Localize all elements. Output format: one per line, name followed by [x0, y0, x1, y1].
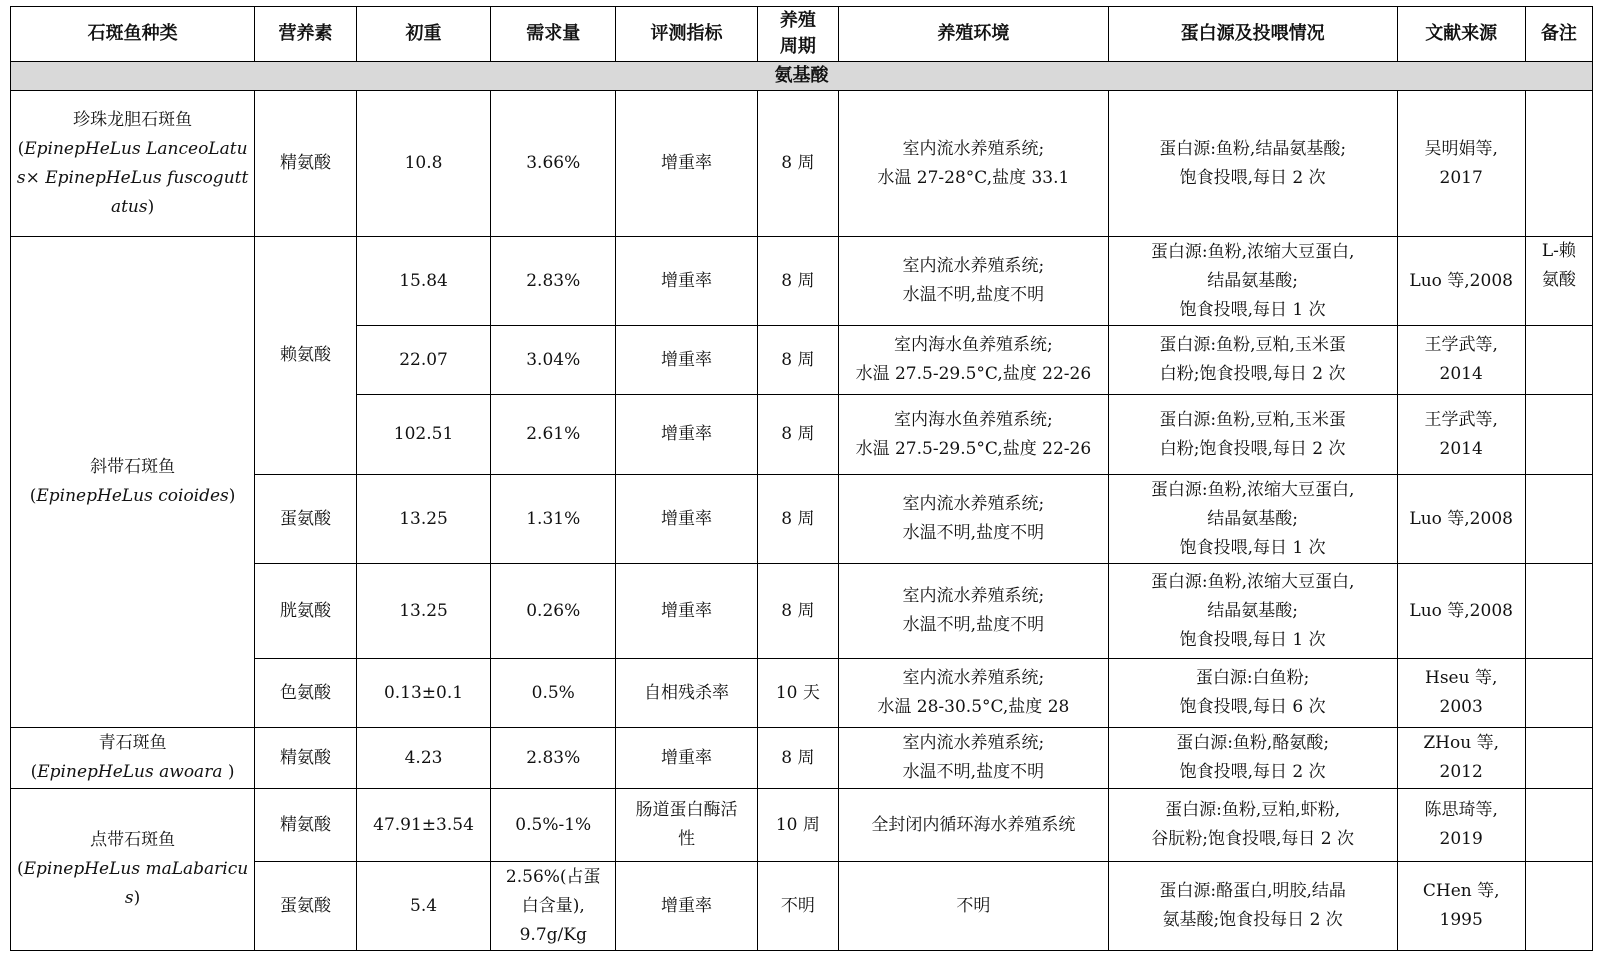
requirement-cell: 2.56%(占蛋 白含量), 9.7g/Kg	[491, 862, 616, 951]
header-note: 备注	[1525, 7, 1592, 62]
reference-cell: Luo 等,2008	[1397, 475, 1525, 564]
period-cell: 8 周	[757, 326, 838, 395]
species-latin: EpinepHeLus LanceoLatus× EpinepHeLus fuscoguttatus	[16, 138, 249, 217]
reference-cell: Hseu 等, 2003	[1397, 659, 1525, 728]
weight-cell: 13.25	[356, 475, 490, 564]
species-latin: EpinepHeLus maLabaricus	[23, 859, 249, 908]
reference-cell: 陈思琦等, 2019	[1397, 789, 1525, 862]
index-cell: 增重率	[616, 728, 757, 789]
weight-cell: 15.84	[356, 237, 490, 326]
table-row	[11, 91, 1593, 237]
note-cell	[1525, 475, 1592, 564]
reference-cell: ZHou 等, 2012	[1397, 728, 1525, 789]
protein-cell: 蛋白源:鱼粉,豆粕,玉米蛋 白粉;饱食投喂,每日 2 次	[1108, 395, 1397, 475]
nutrient-cell: 精氨酸	[255, 91, 357, 237]
species-cn: 斜带石斑鱼	[90, 457, 176, 477]
period-cell: 10 周	[757, 789, 838, 862]
reference-cell: 王学武等, 2014	[1397, 326, 1525, 395]
protein-cell: 蛋白源:鱼粉,浓缩大豆蛋白, 结晶氨基酸; 饱食投喂,每日 1 次	[1108, 237, 1397, 326]
note-cell	[1525, 728, 1592, 789]
species-latin: EpinepHeLus coioides	[36, 486, 229, 506]
protein-cell: 蛋白源:鱼粉,豆粕,玉米蛋 白粉;饱食投喂,每日 2 次	[1108, 326, 1397, 395]
requirement-cell: 1.31%	[491, 475, 616, 564]
species-cn: 青石斑鱼	[98, 733, 167, 753]
requirement-cell: 3.04%	[491, 326, 616, 395]
note-cell	[1525, 564, 1592, 659]
protein-cell: 蛋白源:鱼粉,浓缩大豆蛋白, 结晶氨基酸; 饱食投喂,每日 1 次	[1108, 564, 1397, 659]
species-cell: 点带石斑鱼 (EpinepHeLus maLabaricus)	[11, 789, 255, 951]
requirement-cell: 2.61%	[491, 395, 616, 475]
nutrient-cell: 蛋氨酸	[255, 475, 357, 564]
table-row	[11, 237, 1593, 326]
note-cell	[1525, 91, 1592, 237]
index-cell: 增重率	[616, 237, 757, 326]
header-row	[11, 7, 1593, 62]
grouper-amino-acid-table	[10, 6, 1593, 951]
index-cell: 增重率	[616, 91, 757, 237]
note-cell	[1525, 862, 1592, 951]
document-page	[10, 6, 1593, 951]
header-requirement: 需求量	[491, 7, 616, 62]
period-cell: 8 周	[757, 395, 838, 475]
period-cell: 不明	[757, 862, 838, 951]
index-cell: 增重率	[616, 862, 757, 951]
period-cell: 8 周	[757, 237, 838, 326]
environment-cell: 全封闭内循环海水养殖系统	[839, 789, 1109, 862]
requirement-cell: 0.5%-1%	[491, 789, 616, 862]
weight-cell: 10.8	[356, 91, 490, 237]
nutrient-cell: 精氨酸	[255, 728, 357, 789]
species-cell: 斜带石斑鱼 (EpinepHeLus coioides)	[11, 237, 255, 728]
index-cell: 增重率	[616, 326, 757, 395]
requirement-cell: 3.66%	[491, 91, 616, 237]
environment-cell: 室内海水鱼养殖系统; 水温 27.5-29.5°C,盐度 22-26	[839, 326, 1109, 395]
environment-cell: 室内流水养殖系统; 水温不明,盐度不明	[839, 728, 1109, 789]
note-cell	[1525, 326, 1592, 395]
environment-cell: 室内流水养殖系统; 水温不明,盐度不明	[839, 564, 1109, 659]
header-nutrient: 营养素	[255, 7, 357, 62]
environment-cell: 室内流水养殖系统; 水温 28-30.5°C,盐度 28	[839, 659, 1109, 728]
nutrient-cell: 蛋氨酸	[255, 862, 357, 951]
header-evaluation-index: 评测指标	[616, 7, 757, 62]
species-cell: 珍珠龙胆石斑鱼 (EpinepHeLus LanceoLatus× EpinepHeLus fuscoguttatus)	[11, 91, 255, 237]
species-cell: 青石斑鱼 (EpinepHeLus awoara )	[11, 728, 255, 789]
environment-cell: 室内海水鱼养殖系统; 水温 27.5-29.5°C,盐度 22-26	[839, 395, 1109, 475]
weight-cell: 47.91±3.54	[356, 789, 490, 862]
environment-cell: 室内流水养殖系统; 水温不明,盐度不明	[839, 475, 1109, 564]
weight-cell: 22.07	[356, 326, 490, 395]
reference-cell: Luo 等,2008	[1397, 564, 1525, 659]
weight-cell: 4.23	[356, 728, 490, 789]
header-culture-environment: 养殖环境	[839, 7, 1109, 62]
index-cell: 增重率	[616, 395, 757, 475]
period-cell: 8 周	[757, 91, 838, 237]
nutrient-cell: 赖氨酸	[255, 237, 357, 475]
index-cell: 自相残杀率	[616, 659, 757, 728]
note-cell	[1525, 659, 1592, 728]
note-cell	[1525, 789, 1592, 862]
reference-cell: Luo 等,2008	[1397, 237, 1525, 326]
period-cell: 8 周	[757, 475, 838, 564]
header-protein-feeding: 蛋白源及投喂情况	[1108, 7, 1397, 62]
header-culture-period: 养殖 周期	[757, 7, 838, 62]
table-row	[11, 728, 1593, 789]
environment-cell: 不明	[839, 862, 1109, 951]
weight-cell: 13.25	[356, 564, 490, 659]
index-cell: 肠道蛋白酶活 性	[616, 789, 757, 862]
protein-cell: 蛋白源:鱼粉,豆粕,虾粉, 谷朊粉;饱食投喂,每日 2 次	[1108, 789, 1397, 862]
protein-cell: 蛋白源:鱼粉,酪氨酸; 饱食投喂,每日 2 次	[1108, 728, 1397, 789]
reference-cell: 王学武等, 2014	[1397, 395, 1525, 475]
header-species: 石斑鱼种类	[11, 7, 255, 62]
period-cell: 10 天	[757, 659, 838, 728]
index-cell: 增重率	[616, 475, 757, 564]
nutrient-cell: 色氨酸	[255, 659, 357, 728]
environment-cell: 室内流水养殖系统; 水温不明,盐度不明	[839, 237, 1109, 326]
protein-cell: 蛋白源:鱼粉,结晶氨基酸; 饱食投喂,每日 2 次	[1108, 91, 1397, 237]
requirement-cell: 2.83%	[491, 237, 616, 326]
requirement-cell: 0.26%	[491, 564, 616, 659]
period-cell: 8 周	[757, 564, 838, 659]
header-reference: 文献来源	[1397, 7, 1525, 62]
species-latin: EpinepHeLus awoara	[37, 762, 223, 782]
weight-cell: 0.13±0.1	[356, 659, 490, 728]
note-cell: L-赖 氨酸	[1525, 237, 1592, 326]
nutrient-cell: 胱氨酸	[255, 564, 357, 659]
species-cn: 点带石斑鱼	[90, 830, 176, 850]
table-row	[11, 789, 1593, 862]
reference-cell: 吴明娟等, 2017	[1397, 91, 1525, 237]
requirement-cell: 0.5%	[491, 659, 616, 728]
species-cn: 珍珠龙胆石斑鱼	[73, 109, 193, 130]
environment-cell: 室内流水养殖系统; 水温 27-28°C,盐度 33.1	[839, 91, 1109, 237]
nutrient-cell: 精氨酸	[255, 789, 357, 862]
index-cell: 增重率	[616, 564, 757, 659]
requirement-cell: 2.83%	[491, 728, 616, 789]
section-row	[11, 62, 1593, 91]
protein-cell: 蛋白源:酪蛋白,明胶,结晶 氨基酸;饱食投每日 2 次	[1108, 862, 1397, 951]
note-cell	[1525, 395, 1592, 475]
weight-cell: 5.4	[356, 862, 490, 951]
weight-cell: 102.51	[356, 395, 490, 475]
protein-cell: 蛋白源:鱼粉,浓缩大豆蛋白, 结晶氨基酸; 饱食投喂,每日 1 次	[1108, 475, 1397, 564]
reference-cell: CHen 等, 1995	[1397, 862, 1525, 951]
period-cell: 8 周	[757, 728, 838, 789]
section-title: 氨基酸	[11, 62, 1593, 91]
header-initial-weight: 初重	[356, 7, 490, 62]
protein-cell: 蛋白源:白鱼粉; 饱食投喂,每日 6 次	[1108, 659, 1397, 728]
